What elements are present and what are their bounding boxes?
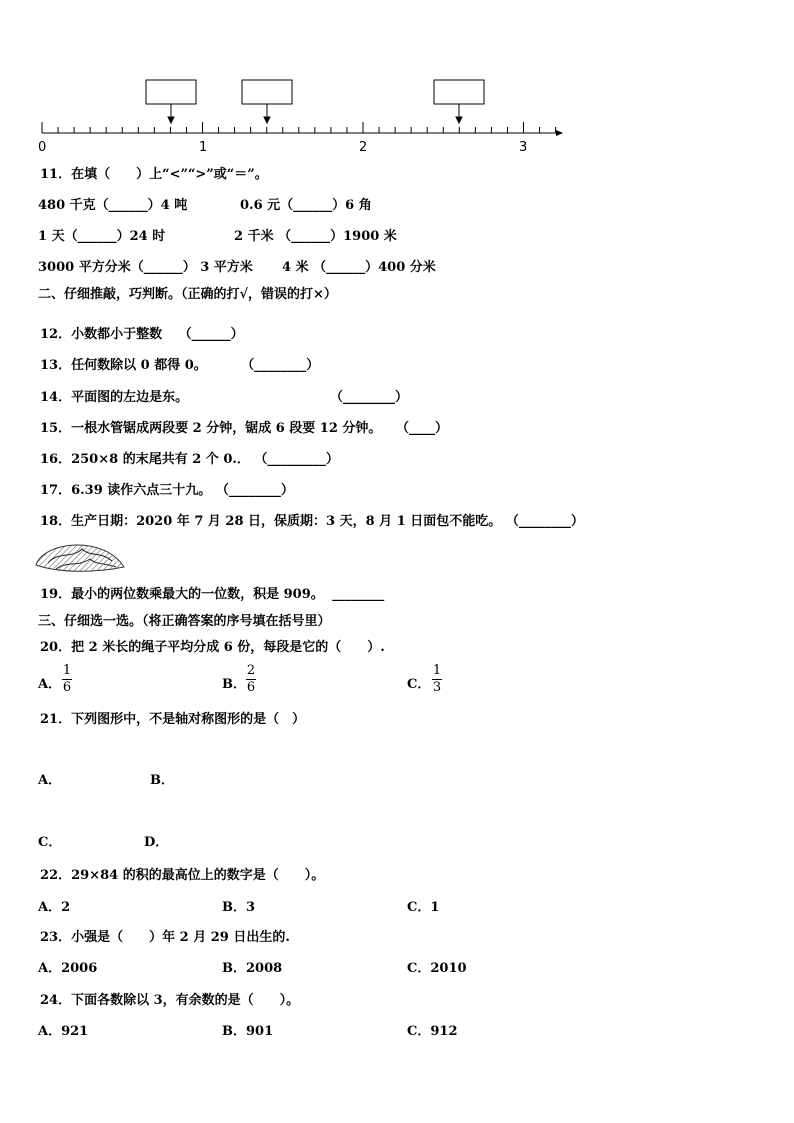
q21-option-d[interactable]: D． <box>144 835 169 850</box>
q21-text: 21．下列图形中，不是轴对称图形的是（ ） <box>40 712 306 727</box>
q11-row2-b: 2 千米 （______）1900 米 <box>234 229 397 244</box>
q12 <box>40 327 244 343</box>
q24-text: 24．下面各数除以 3，有余数的是（ ）。 <box>40 993 300 1008</box>
q16-text: 16．250×8 的末尾共有 2 个 0.． <box>40 452 250 467</box>
q13 <box>40 358 319 374</box>
tick-label-1: 1 <box>199 140 208 155</box>
q20-option-b-fraction <box>246 664 256 695</box>
q20-option-a-fraction <box>62 664 72 695</box>
q22-option-b[interactable]: B．3 <box>222 900 256 915</box>
q19-text: 19．最小的两位数乘最大的一位数，积是 909。 <box>40 587 324 602</box>
q22-option-a[interactable]: A．2 <box>38 900 71 915</box>
q23-option-c[interactable]: C．2010 <box>407 961 467 976</box>
q24-option-b[interactable]: B．901 <box>222 1024 274 1039</box>
q12-blank[interactable]: （______） <box>178 327 244 342</box>
axis-labels <box>38 140 527 155</box>
q20-option-c-fraction <box>432 664 442 695</box>
q21-option-b[interactable]: B． <box>150 773 174 788</box>
q11-row1-a: 480 千克（______）4 吨 <box>38 198 188 213</box>
tick-label-2: 2 <box>359 140 368 155</box>
q20-option-c-label[interactable]: C． <box>407 677 431 692</box>
q11-row1-b: 0.6 元（______）6 角 <box>240 198 372 213</box>
q18 <box>40 514 584 530</box>
q13-blank[interactable]: （________） <box>241 358 320 373</box>
q20-text: 20．把 2 米长的绳子平均分成 6 份，每段是它的（ ）. <box>40 640 385 655</box>
q23-text: 23．小强是（ ）年 2 月 29 日出生的. <box>40 930 290 945</box>
q14-text: 14．平面图的左边是东。 <box>40 390 189 405</box>
q22-text: 22．29×84 的积的最高位上的数字是（ ）。 <box>40 868 325 883</box>
q15-blank[interactable]: （____） <box>395 421 448 436</box>
tick-label-0: 0 <box>38 140 47 155</box>
answer-boxes <box>146 80 484 104</box>
q21-option-c[interactable]: C． <box>38 835 62 850</box>
q21-option-a[interactable]: A． <box>38 773 62 788</box>
q19 <box>40 587 384 603</box>
q12-text: 12．小数都小于整数 <box>40 327 163 342</box>
answer-box-3[interactable] <box>434 80 484 104</box>
q19-blank[interactable]: ________ <box>332 587 385 602</box>
q23-option-b[interactable]: B．2008 <box>222 961 283 976</box>
fraction-denominator: 6 <box>246 680 256 695</box>
q17 <box>40 483 294 499</box>
bread-illustration <box>34 537 126 577</box>
q14 <box>40 390 188 406</box>
number-line-figure <box>0 0 794 160</box>
tick-label-3: 3 <box>519 140 528 155</box>
answer-box-1[interactable] <box>146 80 196 104</box>
q24-option-c[interactable]: C．912 <box>407 1024 458 1039</box>
q20-option-a-label[interactable]: A． <box>38 677 62 692</box>
fraction-denominator: 3 <box>432 680 442 695</box>
box-arrows <box>168 104 462 123</box>
axis-arrow <box>556 130 563 136</box>
q14-blank[interactable]: （________） <box>330 390 409 405</box>
q20-option-b-label[interactable]: B． <box>222 677 246 692</box>
q18-blank[interactable]: （________） <box>505 514 584 529</box>
q24-option-a[interactable]: A．921 <box>38 1024 89 1039</box>
section3-heading: 三、仔细选一选。（将正确答案的序号填在括号里） <box>38 614 331 629</box>
q22-option-c[interactable]: C．1 <box>407 900 440 915</box>
fraction-numerator: 1 <box>62 663 72 678</box>
q16-blank[interactable]: （_________） <box>254 452 339 467</box>
q15 <box>40 421 448 437</box>
q11-title: 11．在填（ ）上“<”“>”或“＝”。 <box>40 167 268 182</box>
q11-row3-b: 4 米 （______）400 分米 <box>282 260 436 275</box>
q13-text: 13．任何数除以 0 都得 0。 <box>40 358 207 373</box>
fraction-numerator: 2 <box>246 663 256 678</box>
q11-row2-a: 1 天（______）24 时 <box>38 229 166 244</box>
q11-row3-a: 3000 平方分米（______） 3 平方米 <box>38 260 253 275</box>
q15-text: 15．一根水管锯成两段要 2 分钟，锯成 6 段要 12 分钟。 <box>40 421 382 436</box>
q17-blank[interactable]: （________） <box>215 483 294 498</box>
answer-box-2[interactable] <box>242 80 292 104</box>
fraction-numerator: 1 <box>432 663 442 678</box>
q23-option-a[interactable]: A．2006 <box>38 961 98 976</box>
section2-heading: 二、仔细推敲，巧判断。（正确的打√，错误的打×） <box>38 287 337 302</box>
q17-text: 17．6.39 读作六点三十九。 <box>40 483 212 498</box>
q18-text: 18．生产日期：2020 年 7 月 28 日，保质期：3 天，8 月 1 日面包不能吃。 <box>40 514 502 529</box>
fraction-denominator: 6 <box>62 680 72 695</box>
q16 <box>40 452 339 468</box>
axis-ticks <box>42 122 556 133</box>
